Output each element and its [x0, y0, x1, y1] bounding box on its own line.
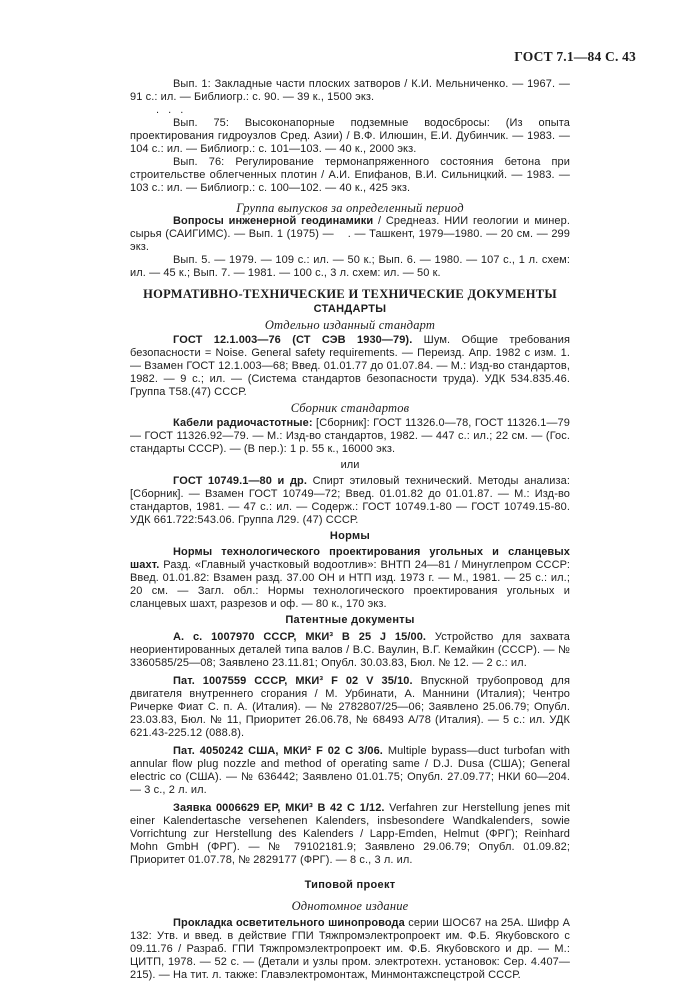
or-separator-label: или [340, 459, 360, 471]
ellipsis-separator: . . . [156, 104, 187, 116]
entry-title-bold: Заявка 0006629 ЕР, МКИ³ В 42 С 1/12. [173, 802, 385, 814]
bib-entry-patent-ussr [130, 675, 570, 740]
entry-title-bold: ГОСТ 12.1.003—76 (СТ СЭВ 1930—79). [173, 334, 413, 346]
entry-title-bold: Пат. 4050242 США, МКИ² F 02 C 3/06. [173, 745, 383, 757]
entry-description: / Среднеаз. НИИ геологии и минер. сырья (САИГИМС). — Вып. 1 (1975) — . — Ташкент, 1979—1980. — 20 см. — 299 экз. [130, 215, 570, 253]
heading-norms: Нормы [329, 530, 371, 542]
entry-title-bold: ГОСТ 10749.1—80 и др. [173, 475, 308, 487]
heading-standards-collection: Сборник стандартов [290, 401, 410, 415]
entry-description: Впускной трубопровод для двигателя внутреннего сгорания / М. Урбинати, А. Маннини (Италия); Чентро Ричерке Фиат С. п. А. (Италия). — № 2782807/25—06; Заявлено 25.06.79; Опубл. 23.03.83, Бюл. № 11, Приоритет 26.06.78, № 68493 А/78 (Италия). — 5 с.: ил. УДК 621.43-225.12 (088.8). [130, 675, 570, 739]
entry-title-bold: Пат. 1007559 СССР, МКИ³ F 02 V 35/10. [173, 675, 413, 687]
entry-description: Multiple bypass—duct turbofan with annular flow plug nozzle and method of operating same / D.J. Dusa (США); General electric co (США). — № 636442; Заявлено 01.01.75; Опубл. 27.09.77; НКИ 60—204. — 3 с., 2 л. ил. [130, 745, 570, 796]
bib-entry-mining-norms [130, 546, 570, 611]
bib-entry-cables [130, 417, 570, 456]
bib-entry-geodynamics-issues: Вып. 5. — 1979. — 109 с.: ил. — 50 к.; Вып. 6. — 1980. — 107 с., 1 л. схем: ил. — 45 к.; Вып. 7. — 1981. — 100 с., 3 л. схем: ил. — 50 к. [130, 254, 570, 279]
bib-entry-patent-usa [130, 745, 570, 797]
entry-title-bold: Нормы технологического проектирования угольных и сланцевых шахт. [130, 546, 570, 571]
entry-description: Verfahren zur Herstellung jenes mit einer Kalendertasche versehenen Kalenders, insbesondere Wandkalenders, sowie Vorrichtung zur Herstellung des Kalenders / Lapp-Emden, Helmut (ФРГ); Reinhard Mohn GmbH (ФРГ). — № 79102181.9; Заявлено 29.06.79; Опубл. 01.09.82; Приоритет 01.07.78, № 2829177 (ФРГ). — 8 с., 3 л. ил. [130, 802, 570, 866]
entry-description: серии ШОС67 на 25А. Шифр А 132: Утв. и введ. в действие ГПИ Тяжпромэлектропроект им. Ф.Б. Якубовского с 09.11.76 / Разраб. ГПИ Тяжпромэлектропроект им. Ф.Б. Якубовского и др. — М.: ЦИТП, 1978. — 52 с. — (Детали и узлы пром. электротехн. установок: Сер. 4.407—215). — На тит. л. также: Главэлектромонтаж, Минмонтажспецстрой СССР. [130, 917, 571, 981]
heading-patent-documents: Патентные документы [285, 614, 415, 626]
bib-entry-author-certificate [130, 631, 570, 670]
heading-standards: СТАНДАРТЫ [313, 303, 387, 315]
heading-separately-issued-standard: Отдельно изданный стандарт [264, 318, 436, 332]
entry-description: Устройство для захвата неориентированных деталей типа валов / В.С. Ваулин, В.Г. Кемайкин (СССР). — № 3360585/25—08; Заявлено 23.11.81; Опубл. 30.03.83, Бюл. № 12. — 2 с.: ил. [130, 631, 570, 669]
bib-entry-issue-75: Вып. 75: Высоконапорные подземные водосбросы: (Из опыта проектирования гидроузлов Сред. Азии) / В.Ф. Илюшин, Е.И. Дубинчик. — 1983. — 104 с.: ил. — Библиогр.: с. 101—103. — 40 к., 2000 экз. [130, 117, 570, 155]
bib-entry-gost-10749 [130, 475, 570, 527]
heading-typical-project: Типовой проект [304, 879, 396, 891]
entry-title-bold: Кабели радиочастотные: [173, 417, 313, 429]
entry-description: Разд. «Главный участковый водоотлив»: ВНТП 24—81 / Минуглепром СССР: Введ. 01.01.82: Взамен разд. 37.00 ОН и НТП изд. 1973 г. — М., 1981. — 25 с.: ил.; 20 см. — Загл. обл.: Нормы технологического проектирования угольных и сланцевых шахт, разрезов и оф. — 80 к., 170 экз. [130, 559, 570, 610]
bib-entry-issue-1: Вып. 1: Закладные части плоских затворов / К.И. Мельниченко. — 1967. — 91 с.: ил. — Библиогр.: с. 90. — 39 к., 1500 экз. [130, 78, 570, 103]
page-content [130, 78, 570, 982]
bib-entry-application-ep [130, 802, 570, 867]
heading-group-of-issues: Группа выпусков за определенный период [236, 201, 464, 215]
entry-description: [Сборник]: ГОСТ 11326.0—78, ГОСТ 11326.1—79 — ГОСТ 11326.92—79. — М.: Изд-во стандартов, 1982. — 447 с.: ил.; 22 см. — (Гос. стандарты СССР). — (В пер.): 1 р. 55 к., 16000 экз. [130, 417, 570, 455]
entry-description: Шум. Общие требования безопасности = Noise. General safety requirements. — Переизд. Апр. 1982 с изм. 1. — Взамен ГОСТ 12.1.003—68; Введ. 01.01.77 до 01.07.84. — М.: Изд-во стандартов, 1982. — 9 с.; ил. — (Система стандартов безопасности труда). УДК 534.835.46. Группа Т58.(47) СССР. [130, 334, 570, 398]
bib-entry-busbar-laying [130, 917, 570, 982]
entry-description: Спирт этиловый технический. Методы анализа: [Сборник]. — Взамен ГОСТ 10749—72; Введ. 01.01.82 до 01.01.87. — М.: Изд-во стандартов, 1981. — 47 с.: ил. — Содерж.: ГОСТ 10749.1-80 — ГОСТ 10749.15-80. УДК 661.722:543.06. Группа Л29. (47) СССР. [130, 475, 570, 526]
entry-title-bold: Прокладка осветительного шинопровода [173, 917, 405, 929]
heading-normative-technical-documents: НОРМАТИВНО-ТЕХНИЧЕСКИЕ И ТЕХНИЧЕСКИЕ ДОКУМЕНТЫ [143, 287, 557, 301]
running-head: ГОСТ 7.1—84 С. 43 [514, 49, 636, 64]
bib-entry-gost-12-1-003 [130, 334, 570, 399]
entry-title-bold: А. с. 1007970 СССР, МКИ³ В 25 J 15/00. [173, 631, 427, 643]
bib-entry-issue-76: Вып. 76: Регулирование термонапряженного состояния бетона при строительстве облегченных плотин / А.И. Епифанов, В.И. Сильницкий. — 1983. — 103 с.: ил. — Библиогр.: с. 100—102. — 40 к., 425 экз. [130, 156, 570, 194]
entry-title-bold: Вопросы инженерной геодинамики [173, 215, 374, 227]
heading-single-volume-edition: Однотомное издание [291, 899, 409, 913]
bib-entry-geodynamics [130, 215, 570, 254]
